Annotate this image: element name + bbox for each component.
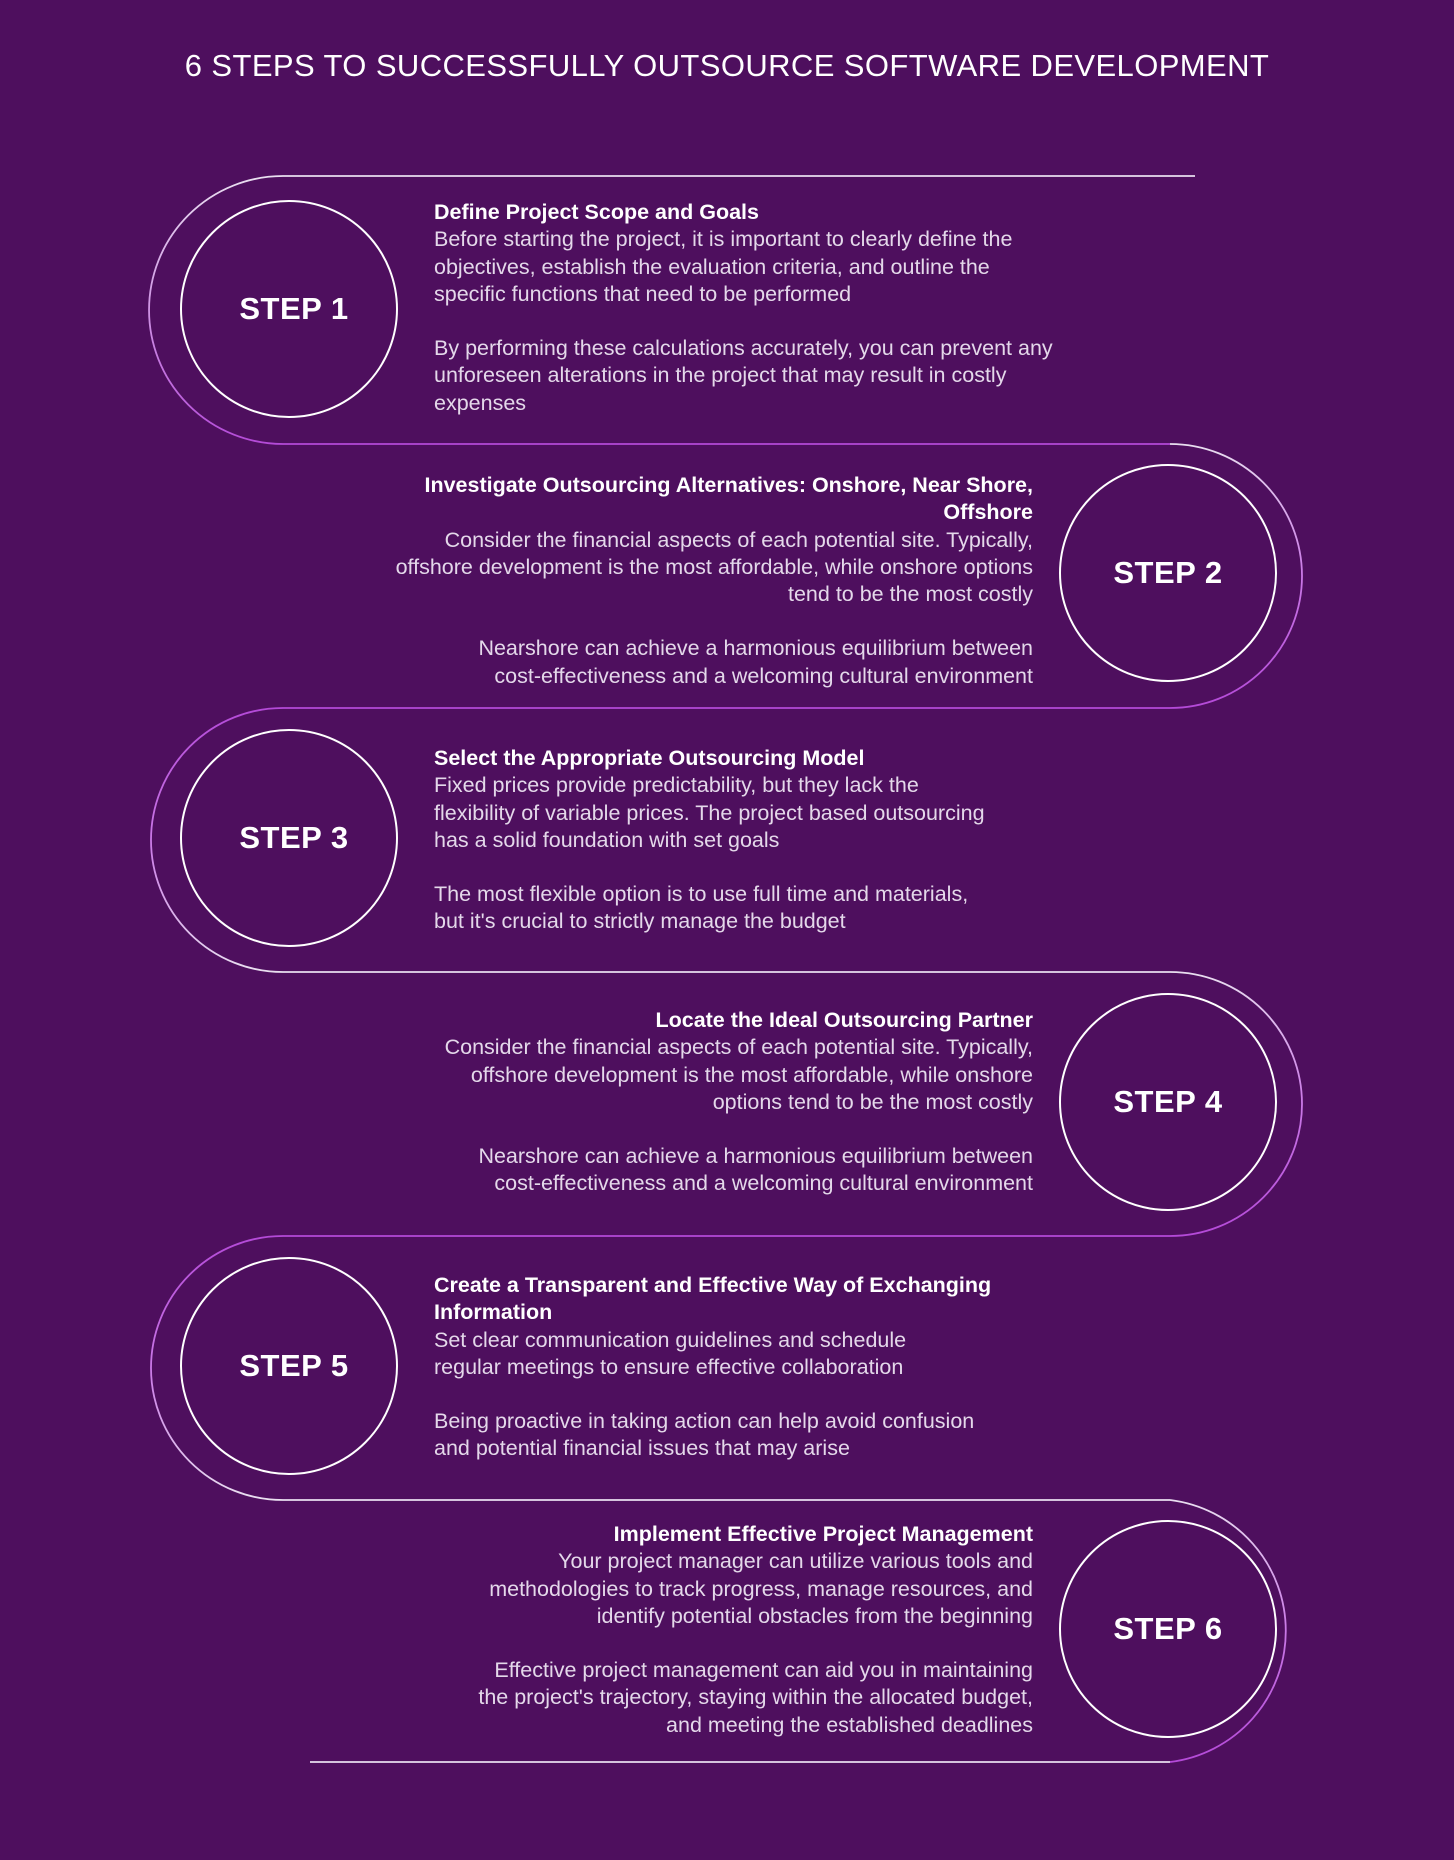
step-1-label: STEP 1	[239, 291, 349, 326]
step-5-paragraph-1: Set clear communication guidelines and schedule regular meetings to ensure effective collaboration	[434, 1327, 907, 1379]
step-1-content	[434, 199, 1084, 417]
step-4-paragraph-2: Nearshore can achieve a harmonious equilibrium between cost-effectiveness and a welcoming cultural environment	[478, 1144, 1033, 1196]
step-5-heading: Create a Transparent and Effective Way of Exchanging Information	[434, 1273, 992, 1325]
step-5-paragraph-2: Being proactive in taking action can help avoid confusion and potential financial issues that may arise	[434, 1409, 975, 1461]
step-6-paragraph-1: Your project manager can utilize various tools and methodologies to track progress, manage resources, and identify potential obstacles from the beginning	[489, 1549, 1033, 1628]
step-3-paragraph-2: The most flexible option is to use full time and materials, but it's crucial to strictly manage the budget	[434, 882, 969, 934]
step-2-paragraph-1: Consider the financial aspects of each potential site. Typically, offshore development is the most affordable, while onshore options tend to be the most costly	[395, 527, 1033, 607]
step-6-heading: Implement Effective Project Management	[613, 1522, 1033, 1546]
step-3-paragraph-1: Fixed prices provide predictability, but they lack the flexibility of variable prices. The project based outsourcing has a solid foundation with set goals	[434, 773, 985, 852]
step-1-paragraph-2: By performing these calculations accurately, you can prevent any unforeseen alterations in the project that may result in costly expenses	[434, 336, 1053, 415]
step-6-paragraph-2: Effective project management can aid you in maintaining the project's trajectory, staying within the allocated budget, and meeting the established deadlines	[478, 1658, 1033, 1737]
step-5-content	[434, 1272, 1084, 1463]
step-4-heading: Locate the Ideal Outsourcing Partner	[655, 1008, 1033, 1032]
step-1-paragraph-1: Before starting the project, it is important to clearly define the objectives, establish the evaluation criteria, and outline the specific functions that need to be performed	[434, 227, 1013, 306]
step-4-content	[240, 1007, 1033, 1198]
step-3-label: STEP 3	[239, 820, 349, 855]
step-6-content	[240, 1521, 1033, 1739]
step-4-paragraph-1: Consider the financial aspects of each potential site. Typically, offshore development is the most affordable, while onshore options tend to be the most costly	[444, 1035, 1033, 1114]
step-2-label: STEP 2	[1113, 555, 1223, 590]
step-2-heading: Investigate Outsourcing Alternatives: Onshore, Near Shore, Offshore	[424, 473, 1033, 525]
page-title: 6 STEPS TO SUCCESSFULLY OUTSOURCE SOFTWARE DEVELOPMENT	[184, 48, 1270, 83]
step-6-label: STEP 6	[1113, 1611, 1223, 1646]
step-4-label: STEP 4	[1113, 1084, 1223, 1119]
step-1-heading: Define Project Scope and Goals	[434, 200, 759, 224]
step-2-paragraph-2: Nearshore can achieve a harmonious equilibrium between cost-effectiveness and a welcoming cultural environment	[478, 636, 1033, 688]
step-3-heading: Select the Appropriate Outsourcing Model	[434, 746, 865, 770]
step-3-content	[434, 745, 1084, 936]
step-2-content	[240, 472, 1033, 690]
step-5-label: STEP 5	[239, 1348, 349, 1383]
